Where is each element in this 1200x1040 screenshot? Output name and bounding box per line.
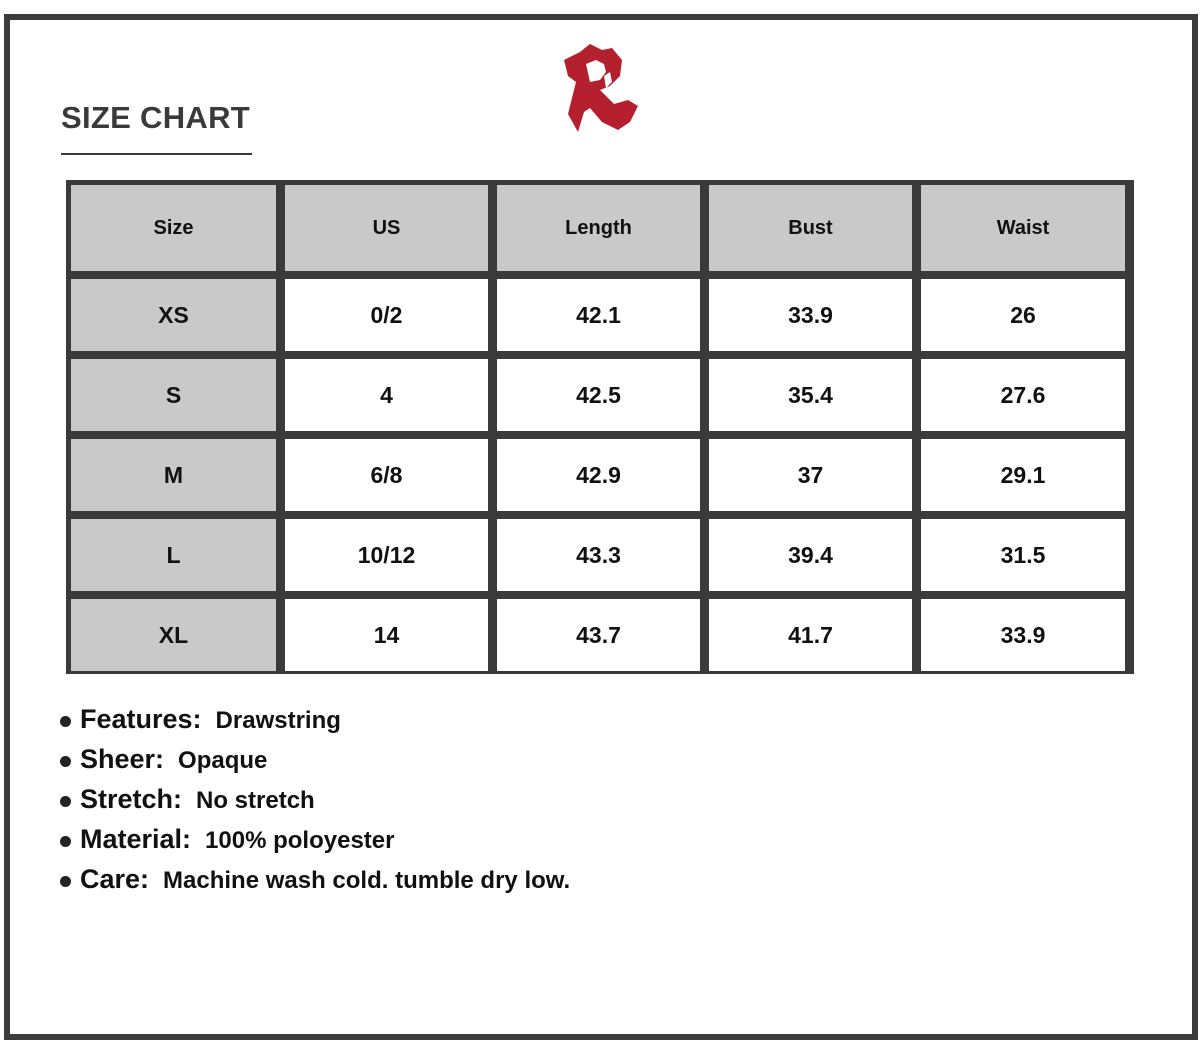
size-table xyxy=(66,180,1134,674)
table-cell: 43.3 xyxy=(497,519,700,591)
table-header-cell: Length xyxy=(497,185,700,271)
table-cell: 6/8 xyxy=(285,439,488,511)
feature-label: Material: xyxy=(80,824,192,854)
table-cell: 39.4 xyxy=(709,519,912,591)
r-monogram-icon xyxy=(560,42,644,134)
feature-value: Drawstring xyxy=(215,707,341,734)
table-cell: 33.9 xyxy=(709,279,912,351)
table-cell: 27.6 xyxy=(921,359,1125,431)
table-cell: 31.5 xyxy=(921,519,1125,591)
table-cell: 10/12 xyxy=(285,519,488,591)
bullet-icon xyxy=(60,876,71,887)
table-cell: 42.1 xyxy=(497,279,700,351)
feature-label: Features: xyxy=(80,704,202,734)
table-cell: 29.1 xyxy=(921,439,1125,511)
table-size-cell: S xyxy=(71,359,276,431)
table-size-cell: XL xyxy=(71,599,276,671)
feature-label: Care: xyxy=(80,864,150,894)
feature-value: 100% poloyester xyxy=(205,827,395,854)
bullet-icon xyxy=(60,796,71,807)
table-header-cell: Waist xyxy=(921,185,1125,271)
list-item xyxy=(60,784,570,824)
feature-label: Sheer: xyxy=(80,744,165,774)
list-item xyxy=(60,704,570,744)
table-cell: 43.7 xyxy=(497,599,700,671)
bullet-icon xyxy=(60,836,71,847)
feature-value: Opaque xyxy=(178,747,268,774)
title-underline xyxy=(61,153,252,155)
table-size-cell: M xyxy=(71,439,276,511)
list-item xyxy=(60,744,570,784)
table-size-cell: L xyxy=(71,519,276,591)
list-item xyxy=(60,864,570,904)
bullet-icon xyxy=(60,756,71,767)
table-cell: 26 xyxy=(921,279,1125,351)
table-header-cell: US xyxy=(285,185,488,271)
brand-logo xyxy=(520,40,682,168)
table-cell: 42.5 xyxy=(497,359,700,431)
table-cell: 37 xyxy=(709,439,912,511)
table-size-cell: XS xyxy=(71,279,276,351)
table-cell: 14 xyxy=(285,599,488,671)
table-cell: 4 xyxy=(285,359,488,431)
page-title: SIZE CHART xyxy=(61,100,250,135)
feature-value: No stretch xyxy=(196,787,315,814)
feature-value: Machine wash cold. tumble dry low. xyxy=(163,867,571,894)
list-item xyxy=(60,824,570,864)
table-cell: 42.9 xyxy=(497,439,700,511)
bullet-icon xyxy=(60,716,71,727)
feature-list xyxy=(60,704,570,904)
table-cell: 33.9 xyxy=(921,599,1125,671)
table-cell: 41.7 xyxy=(709,599,912,671)
table-cell: 0/2 xyxy=(285,279,488,351)
table-header-cell: Bust xyxy=(709,185,912,271)
feature-label: Stretch: xyxy=(80,784,183,814)
table-header-cell: Size xyxy=(71,185,276,271)
table-cell: 35.4 xyxy=(709,359,912,431)
